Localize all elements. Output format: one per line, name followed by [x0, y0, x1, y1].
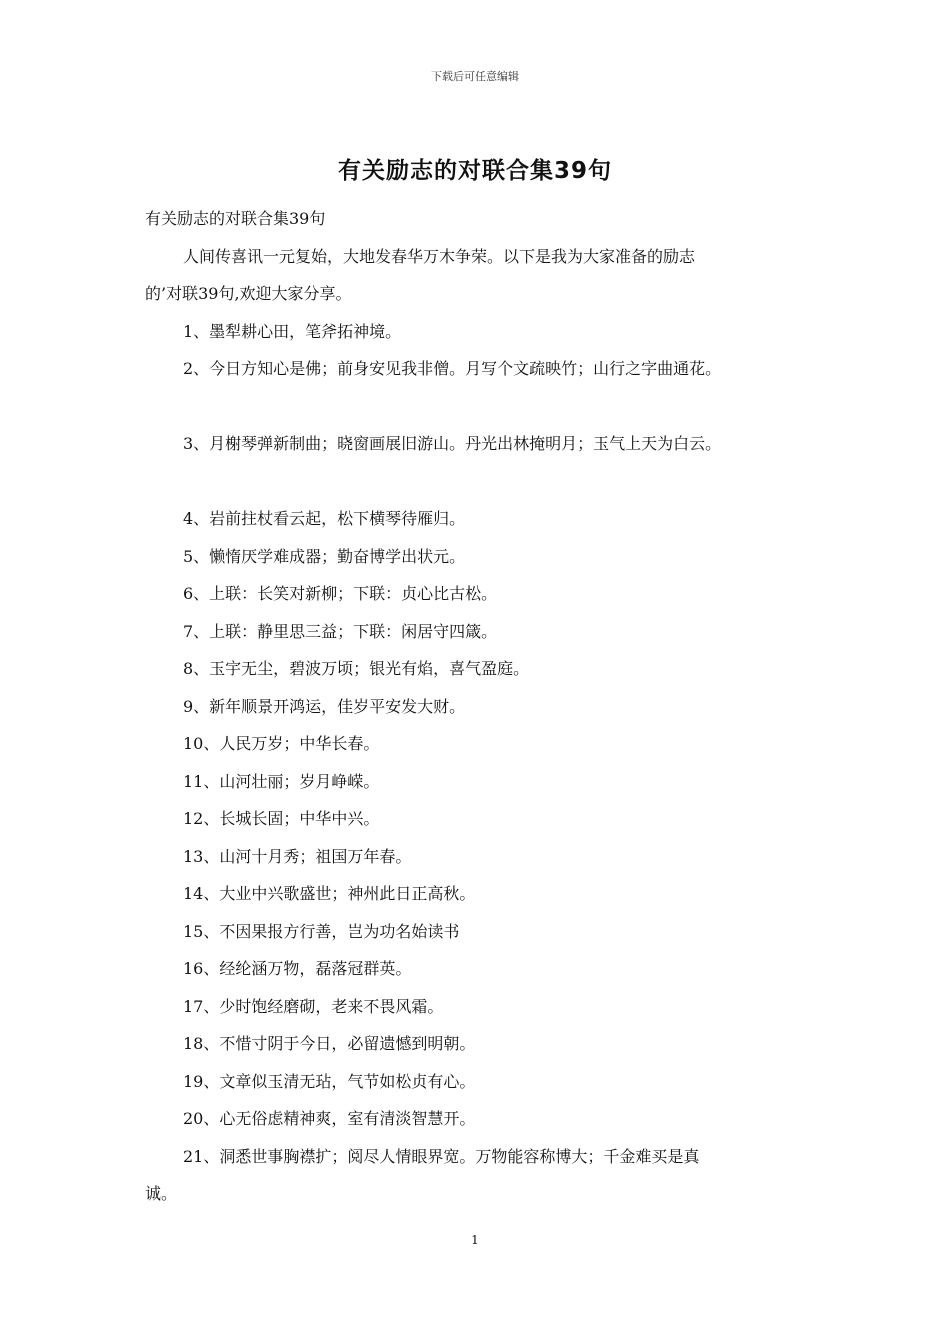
- list-item: 7、上联：静里思三益；下联：闲居守四箴。: [183, 621, 498, 641]
- list-item: 8、玉宇无尘，碧波万顷；银光有焰，喜气盈庭。: [183, 659, 530, 678]
- document-title: 有关励志的对联合集39句: [337, 158, 612, 184]
- list-item: 11、山河壮丽；岁月峥嵘。: [183, 771, 380, 791]
- list-item: 9、新年顺景开鸿运，佳岁平安发大财。: [183, 696, 466, 716]
- page-header: 下载后可任意编辑: [431, 70, 519, 83]
- intro-line-2: 的’对联39句,欢迎大家分享。: [145, 284, 352, 303]
- list-item: 20、心无俗虑精神爽，室有清淡智慧开。: [183, 1109, 476, 1128]
- paragraph-gap: [145, 463, 825, 501]
- list-item: 16、经纶涵万物，磊落冠群英。: [183, 959, 412, 978]
- list-item: 19、文章似玉清无玷，气节如松贞有心。: [183, 1071, 476, 1091]
- page-number: 1: [471, 1233, 479, 1247]
- intro-line-1: 人间传喜讯一元复始，大地发春华万木争荣。以下是我为大家准备的励志: [183, 246, 696, 266]
- list-item-21-line-2: 诚。: [145, 1184, 178, 1203]
- list-item: 12、长城长固；中华中兴。: [183, 809, 380, 828]
- list-item: 17、少时饱经磨砌，老来不畏风霜。: [183, 996, 444, 1016]
- list-item-21-line-1: 21、洞悉世事胸襟扩；阅尽人情眼界宽。万物能容称博大；千金难买是真: [183, 1146, 700, 1166]
- list-item: 4、岩前拄杖看云起，松下横琴待雁归。: [183, 509, 466, 528]
- list-item: 6、上联：长笑对新柳；下联：贞心比古松。: [183, 584, 498, 603]
- document-body: [145, 200, 825, 1213]
- list-item: 14、大业中兴歌盛世；神州此日正高秋。: [183, 884, 476, 903]
- subtitle-line: 有关励志的对联合集39句: [145, 209, 326, 228]
- list-item: 13、山河十月秀；祖国万年春。: [183, 846, 412, 866]
- list-item: 1、墨犁耕心田，笔斧拓神境。: [183, 321, 402, 341]
- list-item: 5、懒惰厌学难成器；勤奋博学出状元。: [183, 546, 466, 566]
- list-item: 18、不惜寸阴于今日，必留遗憾到明朝。: [183, 1034, 476, 1053]
- list-item: 3、月榭琴弹新制曲；晓窗画展旧游山。丹光出林掩明月；玉气上天为白云。: [183, 434, 722, 453]
- list-item: 10、人民万岁；中华长春。: [183, 734, 380, 753]
- paragraph-gap: [145, 388, 825, 426]
- list-item: 2、今日方知心是佛；前身安见我非僧。月写个文疏映竹；山行之字曲通花。: [183, 359, 722, 378]
- list-item: 15、不因果报方行善，岂为功名始读书: [183, 921, 460, 941]
